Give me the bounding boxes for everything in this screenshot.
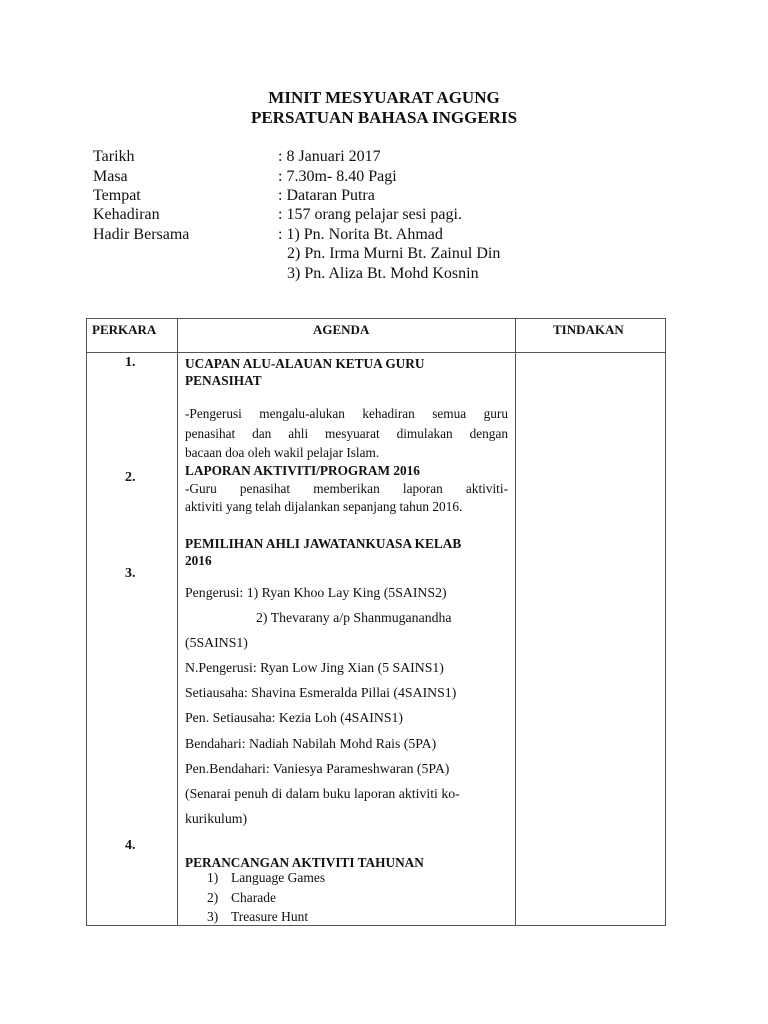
meta-label: Tarikh xyxy=(93,148,135,165)
table-divider xyxy=(177,318,178,926)
item2-body-b: aktiviti yang telah dijalankan sepanjang tahun 2016. xyxy=(185,499,463,514)
table-header-divider xyxy=(86,352,666,353)
meta-label: Tempat xyxy=(93,187,141,204)
meta-value: : Dataran Putra xyxy=(278,187,375,204)
list-item: 3) Treasure Hunt xyxy=(207,909,309,924)
document-title: MINIT MESYUARAT AGUNG xyxy=(268,88,500,107)
committee-line: Pengerusi: 1) Ryan Khoo Lay King (5SAINS2) xyxy=(185,585,447,600)
committee-line: 2) Thevarany a/p Shanmuganandha xyxy=(256,610,452,625)
item1-heading-a: UCAPAN ALU-ALAUAN KETUA GURU xyxy=(185,356,425,371)
meta-label: Masa xyxy=(93,168,128,185)
committee-line: (5SAINS1) xyxy=(185,635,248,650)
committee-line: Pen.Bendahari: Vaniesya Parameshwaran (5PA) xyxy=(185,761,450,776)
committee-line: Pen. Setiausaha: Kezia Loh (4SAINS1) xyxy=(185,710,404,725)
meta-label: Hadir Bersama xyxy=(93,226,190,243)
item-number: 3. xyxy=(125,566,136,581)
meta-value: : 7.30m- 8.40 Pagi xyxy=(278,168,397,185)
committee-line: Setiausaha: Shavina Esmeralda Pillai (4SAINS1) xyxy=(185,685,457,700)
committee-line: kurikulum) xyxy=(185,811,248,826)
item1-heading-b: PENASIHAT xyxy=(185,373,262,388)
attendee-3: 3) Pn. Aliza Bt. Mohd Kosnin xyxy=(287,265,479,282)
header-agenda: AGENDA xyxy=(313,322,370,337)
meta-value: : 157 orang pelajar sesi pagi. xyxy=(278,206,462,223)
meta-row-attendance xyxy=(0,206,768,226)
meta-row-time xyxy=(0,168,768,188)
committee-line: Bendahari: Nadiah Nabilah Mohd Rais (5PA) xyxy=(185,736,437,751)
header-tindakan: TINDAKAN xyxy=(553,322,624,337)
meta-row-attendees xyxy=(0,226,768,246)
meta-row-date xyxy=(0,148,768,168)
attendee-2: 2) Pn. Irma Murni Bt. Zainul Din xyxy=(287,245,501,262)
item4-heading: PERANCANGAN AKTIVITI TAHUNAN xyxy=(185,855,424,870)
item1-body-b: penasihat dan ahli mesyuarat dimulakan dengan xyxy=(185,426,508,441)
meta-label: Kehadiran xyxy=(93,206,160,223)
meta-row-place xyxy=(0,187,768,207)
item2-body-a: -Guru penasihat memberikan laporan aktiviti- xyxy=(185,481,508,496)
committee-line: (Senarai penuh di dalam buku laporan aktiviti ko- xyxy=(185,786,460,801)
committee-line: N.Pengerusi: Ryan Low Jing Xian (5 SAINS1) xyxy=(185,660,444,675)
item-number: 2. xyxy=(125,470,136,485)
list-item: 2) Charade xyxy=(207,890,276,905)
item-number: 1. xyxy=(125,355,136,370)
item3-heading-b: 2016 xyxy=(185,553,212,568)
list-item: 1) Language Games xyxy=(207,870,326,885)
table-divider xyxy=(515,318,516,926)
document-subtitle: PERSATUAN BAHASA INGGERIS xyxy=(250,108,518,127)
item1-body-c: bacaan doa oleh wakil pelajar Islam. xyxy=(185,445,380,460)
item-number: 4. xyxy=(125,838,136,853)
meta-value: : 1) Pn. Norita Bt. Ahmad xyxy=(278,226,443,243)
item2-heading: LAPORAN AKTIVITI/PROGRAM 2016 xyxy=(185,463,420,478)
header-perkara: PERKARA xyxy=(92,322,157,337)
meta-value: : 8 Januari 2017 xyxy=(278,148,381,165)
item3-heading-a: PEMILIHAN AHLI JAWATANKUASA KELAB xyxy=(185,536,462,551)
item1-body-a: -Pengerusi mengalu-alukan kehadiran semua guru xyxy=(185,406,508,421)
